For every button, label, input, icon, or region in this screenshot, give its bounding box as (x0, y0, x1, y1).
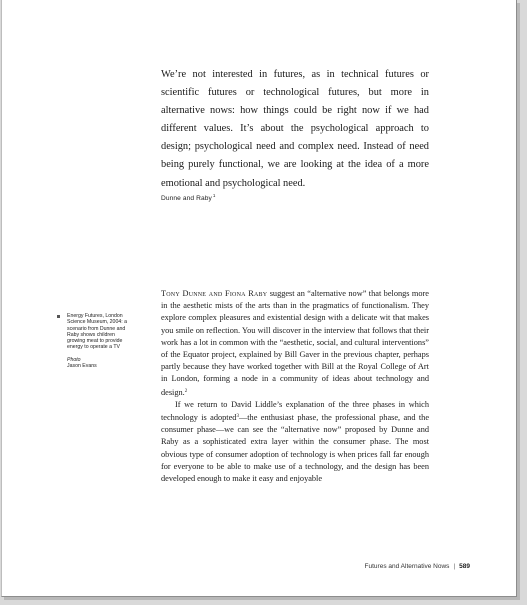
footer-chapter-title: Futures and Alternative Nows (364, 563, 450, 570)
paragraph-2-footnote-marker: 3 (236, 414, 239, 420)
running-footer (365, 563, 470, 570)
caption-text: Energy Futures, London Science Museum, 2004: a scenario from Dunne and Raby shows children growing meat to provide energy to operate a TV (67, 313, 127, 351)
caption-bullet-icon (57, 315, 60, 318)
figure-caption (67, 313, 127, 369)
book-page (1, 0, 517, 597)
paragraph-2-text-b: —the enthusiast phase, the professional phase, and the consumer phase—we can see the “alternative now” proposed by Dunne and Raby as a sophisticated extra layer within the consumer phase. The most obvious type of consumer adoption of technology is when prices fall far enough for everyone to be able to make use of a technology, and the design has been developed enough to make it easy and enjoyable (161, 413, 429, 484)
caption-credit-name: Jason Evans (67, 363, 97, 370)
paragraph-1 (161, 288, 429, 399)
epigraph-quote: We’re not interested in futures, as in technical futures or scientific futures or technological futures, but more in alternative nows: how things could be right now if we had different values. It’s about the psychological approach to design; psychological need and complex need. Instead of need being purely functional, we are looking at the idea of a more emotional and psychological need. (161, 69, 429, 189)
footer-separator: | (453, 563, 456, 570)
attribution-footnote-marker: 1 (212, 193, 216, 198)
paragraph-2 (161, 399, 429, 485)
body-text (161, 288, 429, 485)
paragraph-2-text-a: If we return to David Liddle’s explanation of the three phases in which technology is adopted (161, 399, 429, 423)
attribution-name: Dunne and Raby (161, 195, 212, 202)
paragraph-1-text: suggest an “alternative now” that belongs more in the aesthetic mists of the arts than in the pragmatics of functionalism. They explore complex pleasures and existential design with a delicate wit that makes you smile on reflection. You will discover in the interview that follows that their work has a lot in common with the “aesthetic, social, and cultural interventions” of the Equator project, explained by Bill Gaver in the previous chapter, perhaps partly because they have worked together with Bill at the Royal College of Art in London, forming a node in a community of ideas about technology and design. (161, 289, 429, 397)
paragraph-1-lead: Tony Dunne and Fiona Raby (161, 289, 268, 298)
caption-credit-label: Photo (67, 356, 81, 363)
paragraph-1-footnote-marker: 2 (184, 388, 188, 394)
page-number: 589 (459, 563, 470, 570)
caption-credit (67, 357, 127, 370)
epigraph-attribution (161, 193, 216, 202)
